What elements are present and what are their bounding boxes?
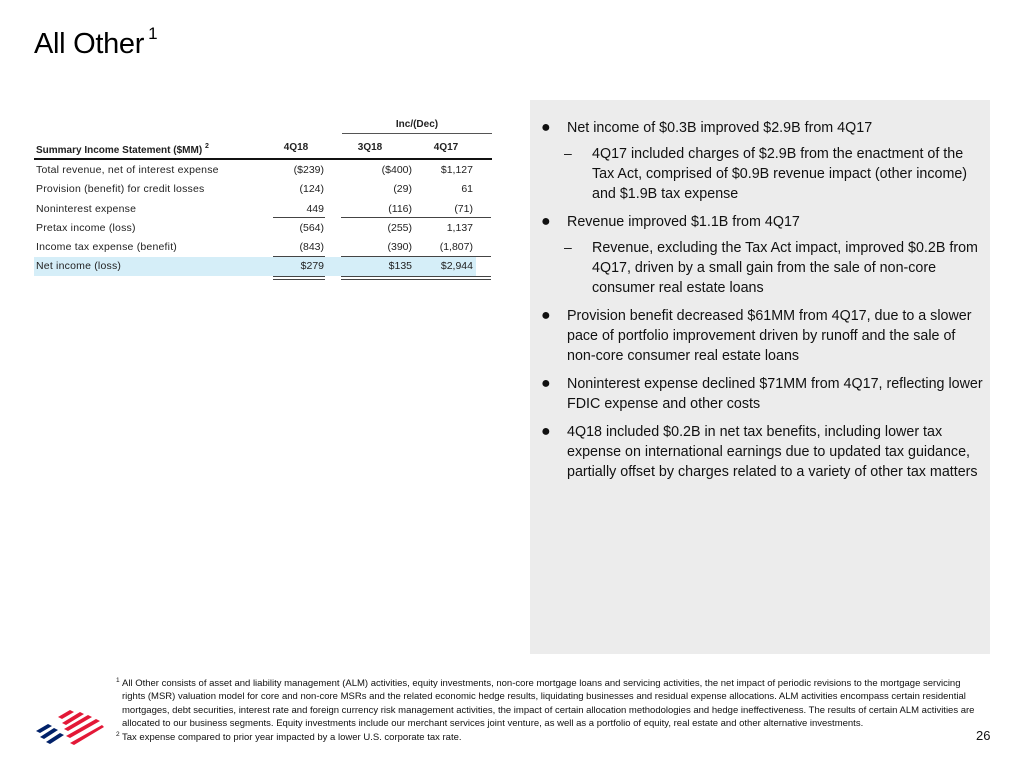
cell-4q18: $279 <box>300 260 324 272</box>
cell-4q18: (124) <box>299 183 324 195</box>
cell-4q17: (1,807) <box>439 241 473 253</box>
cell-4q17: 1,137 <box>446 222 473 234</box>
bullet-item <box>537 212 987 232</box>
column-header-4q17: 4Q17 <box>433 142 459 153</box>
footnote-marker: 2 <box>116 730 120 738</box>
header-label-text: Summary Income Statement ($MM) <box>36 145 203 156</box>
subtotal-underline <box>273 217 325 218</box>
bullet-text: Provision benefit decreased $61MM from 4Q17, due to a slower pace of portfolio improvement driven by runoff and the sale of non-core consumer real estate loans <box>567 308 972 364</box>
row-label: Net income (loss) <box>36 260 122 272</box>
cell-4q17: (71) <box>454 203 473 215</box>
dash-icon: – <box>564 239 572 255</box>
sub-bullet-item <box>537 238 987 298</box>
row-label: Income tax expense (benefit) <box>36 241 178 253</box>
cell-4q17: $1,127 <box>440 164 473 176</box>
bullet-icon: ● <box>541 423 551 440</box>
footnote-text: All Other consists of asset and liability management (ALM) activities, equity investments, non-core mortgage loans and servicing activities, the net impact of periodic revisions to the mortgage servicing rights (MSR) valuation model for core and non-core MSRs and the related economic hedge results, liquidating businesses and residual expense allocations. ALM activities encompass certain residential mortgages, debt securities, interest rate and foreign currency risk management activities, the impact of certain allocation methodologies and hedge ineffectiveness. The results of certain ALM activities are allocated to our business segments. Equity investments include our merchant services joint venture, as well as a portfolio of equity, real estate and other alternative investments. <box>122 678 975 730</box>
table-row <box>34 161 492 180</box>
bullet-item <box>537 374 987 414</box>
bullet-icon: ● <box>541 307 551 324</box>
cell-4q17: 61 <box>461 183 473 195</box>
page-title-text: All Other <box>34 28 145 60</box>
bullet-icon: ● <box>541 213 551 230</box>
cell-4q18: ($239) <box>293 164 324 176</box>
footnote-text: Tax expense compared to prior year impacted by a lower U.S. corporate tax rate. <box>122 731 462 743</box>
title-footnote-marker: 1 <box>148 24 158 43</box>
cell-4q18: (843) <box>299 241 324 253</box>
cell-4q17: $2,944 <box>440 260 473 272</box>
sub-bullet-text: 4Q17 included charges of $2.9B from the enactment of the Tax Act, comprised of $0.9B revenue impact (other income) and $1.9B tax expense <box>592 146 968 202</box>
double-underline <box>341 276 491 280</box>
row-label: Pretax income (loss) <box>36 222 136 234</box>
table-row-net-income <box>34 257 476 276</box>
bullet-icon: ● <box>541 375 551 392</box>
sub-bullet-item <box>537 144 987 204</box>
cell-4q18: 449 <box>306 203 324 215</box>
double-underline <box>273 276 325 280</box>
footnote-2 <box>116 731 976 744</box>
bullet-text: 4Q18 included $0.2B in net tax benefits, including lower tax expense on international earnings due to updated tax guidance, partially offset by charges related to a variety of other tax matters <box>567 424 978 480</box>
page-title <box>34 24 158 61</box>
table-row <box>34 219 492 238</box>
bullet-text: Net income of $0.3B improved $2.9B from 4Q17 <box>567 120 873 136</box>
cell-3q18: (29) <box>393 183 412 195</box>
bullet-text: Revenue improved $1.1B from 4Q17 <box>567 214 800 230</box>
cell-3q18: (390) <box>387 241 412 253</box>
header-divider <box>34 158 492 160</box>
bullet-icon: ● <box>541 119 551 136</box>
bullet-item <box>537 118 987 138</box>
table-row <box>34 238 492 257</box>
cell-3q18: ($400) <box>381 164 412 176</box>
cell-3q18: (116) <box>388 203 412 215</box>
bullet-item <box>537 306 987 366</box>
footnote-marker: 1 <box>116 677 120 684</box>
cell-3q18: $135 <box>388 260 412 272</box>
cell-3q18: (255) <box>387 222 412 234</box>
bullet-item <box>537 422 987 482</box>
header-footnote-marker: 2 <box>204 143 209 150</box>
sub-bullet-text: Revenue, excluding the Tax Act impact, improved $0.2B from 4Q17, driven by a small gain from the sale of non-core consumer real estate loans <box>592 240 978 296</box>
flagscape-logo-icon <box>34 705 104 751</box>
bullet-text: Noninterest expense declined $71MM from 4Q17, reflecting lower FDIC expense and other costs <box>567 376 983 412</box>
page-number: 26 <box>976 728 991 743</box>
row-label: Total revenue, net of interest expense <box>36 164 219 176</box>
cell-4q18: (564) <box>299 222 324 234</box>
column-header-4q18: 4Q18 <box>283 142 309 153</box>
table-header-label <box>36 145 209 156</box>
row-label: Noninterest expense <box>36 203 137 215</box>
highlights-list <box>537 118 987 490</box>
group-header-divider <box>342 133 492 134</box>
inc-dec-group-header: Inc/(Dec) <box>395 119 439 130</box>
column-header-3q18: 3Q18 <box>357 142 383 153</box>
footnote-1 <box>116 677 976 731</box>
dash-icon: – <box>564 145 572 161</box>
subtotal-underline <box>341 217 491 218</box>
table-row <box>34 180 492 199</box>
row-label: Provision (benefit) for credit losses <box>36 183 205 195</box>
footnotes <box>116 677 976 744</box>
